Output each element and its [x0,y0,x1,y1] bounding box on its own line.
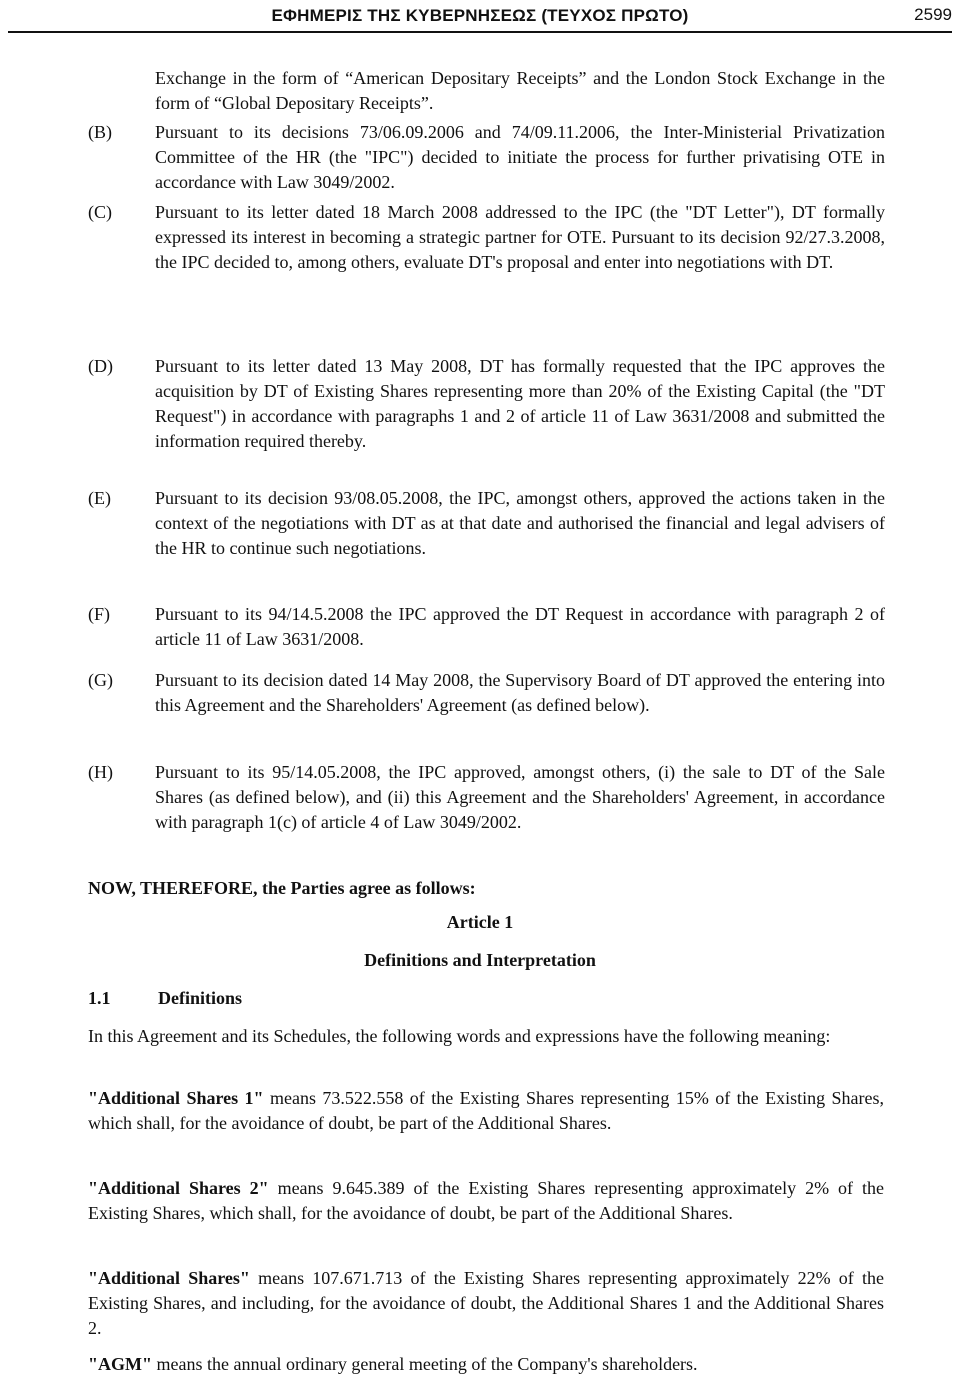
definition-text: means the annual ordinary general meeting of the Company's shareholders. [151,1354,698,1374]
recital-text: Pursuant to its letter dated 13 May 2008, DT has formally requested that the IPC approves the acquisition by DT of Existing Shares representing more than 20% of the Existing Capital (the "DT Request") in accordance with paragraphs 1 and 2 of article 11 of Law 3631/2008 and submitted the information required thereby. [155,356,885,451]
recital-text: Pursuant to its 95/14.05.2008, the IPC approved, amongst others, (i) the sale to DT of the Sale Shares (as defined below), and (ii) this Agreement and the Shareholders' Agreement, in accordance with paragraph 1(c) of article 4 of Law 3049/2002. [155,762,885,832]
recital-label: (B) [88,122,112,142]
section-number: 1.1 [88,988,111,1008]
recital-text: Pursuant to its decision 93/08.05.2008, the IPC, amongst others, approved the actions taken in the context of the negotiations with DT as at that date and authorised the financial and legal advisers of the HR to continue such negotiations. [155,488,885,558]
now-therefore-clause [88,876,476,901]
definition-additional-shares-2 [88,1176,884,1226]
definitions-intro: In this Agreement and its Schedules, the following words and expressions have the following meaning: [88,1026,831,1046]
definition-term: "Additional Shares" [88,1268,250,1288]
recital-text: Pursuant to its letter dated 18 March 2008 addressed to the IPC (the "DT Letter"), DT formally expressed its interest in becoming a strategic partner for OTE. Pursuant to its decision 92/27.3.2008, the IPC decided to, among others, evaluate DT's proposal and enter into negotiations with DT. [155,202,885,272]
now-therefore-text: NOW, THEREFORE, the Parties agree as follows: [88,878,476,898]
article-title: Definitions and Interpretation [364,950,596,970]
recital-label: (G) [88,670,113,690]
page-header [0,0,960,40]
header-divider [8,31,952,33]
definition-term: "Additional Shares 1" [88,1088,264,1108]
recital-label: (C) [88,202,112,222]
definition-additional-shares-1 [88,1086,884,1136]
definition-text: means 73.522.558 of the Existing Shares representing 15% of the Existing Shares, which shall, for the avoidance of doubt, be part of the Additional Shares. [88,1088,884,1133]
continuation-paragraph: Exchange in the form of “American Depositary Receipts” and the London Stock Exchange in the form of “Global Depositary Receipts”. [155,68,885,113]
definition-term: "Additional Shares 2" [88,1178,269,1198]
gazette-title: ΕΦΗΜΕΡΙΣ ΤΗΣ ΚΥΒΕΡΝΗΣΕΩΣ (ΤΕΥΧΟΣ ΠΡΩΤΟ) [271,6,689,25]
definition-term: "AGM" [88,1354,152,1374]
page-number: 2599 [914,5,952,24]
definition-agm [88,1352,884,1377]
recital-label: (H) [88,762,113,782]
section-title: Definitions [158,988,243,1008]
recital-text: Pursuant to its 94/14.5.2008 the IPC approved the DT Request in accordance with paragraph 2 of article 11 of Law 3631/2008. [155,604,885,649]
recital-text: Pursuant to its decisions 73/06.09.2006 and 74/09.11.2006, the Inter-Ministerial Privatization Committee of the HR (the "IPC") decided to initiate the process for further privatising OTE in accordance with Law 3049/2002. [155,122,885,192]
recital-text: Pursuant to its decision dated 14 May 2008, the Supervisory Board of DT approved the entering into this Agreement and the Shareholders' Agreement (as defined below). [155,670,885,715]
recital-label: (E) [88,488,111,508]
article-number: Article 1 [446,912,514,932]
definition-text: means 9.645.389 of the Existing Shares representing approximately 2% of the Existing Shares, which shall, for the avoidance of doubt, be part of the Additional Shares. [88,1178,884,1223]
definition-additional-shares [88,1266,884,1341]
recital-label: (D) [88,356,113,376]
definition-text: means 107.671.713 of the Existing Shares representing approximately 22% of the Existing Shares, and including, for the avoidance of doubt, the Additional Shares 1 and the Additional Shares 2. [88,1268,884,1338]
recital-label: (F) [88,604,110,624]
